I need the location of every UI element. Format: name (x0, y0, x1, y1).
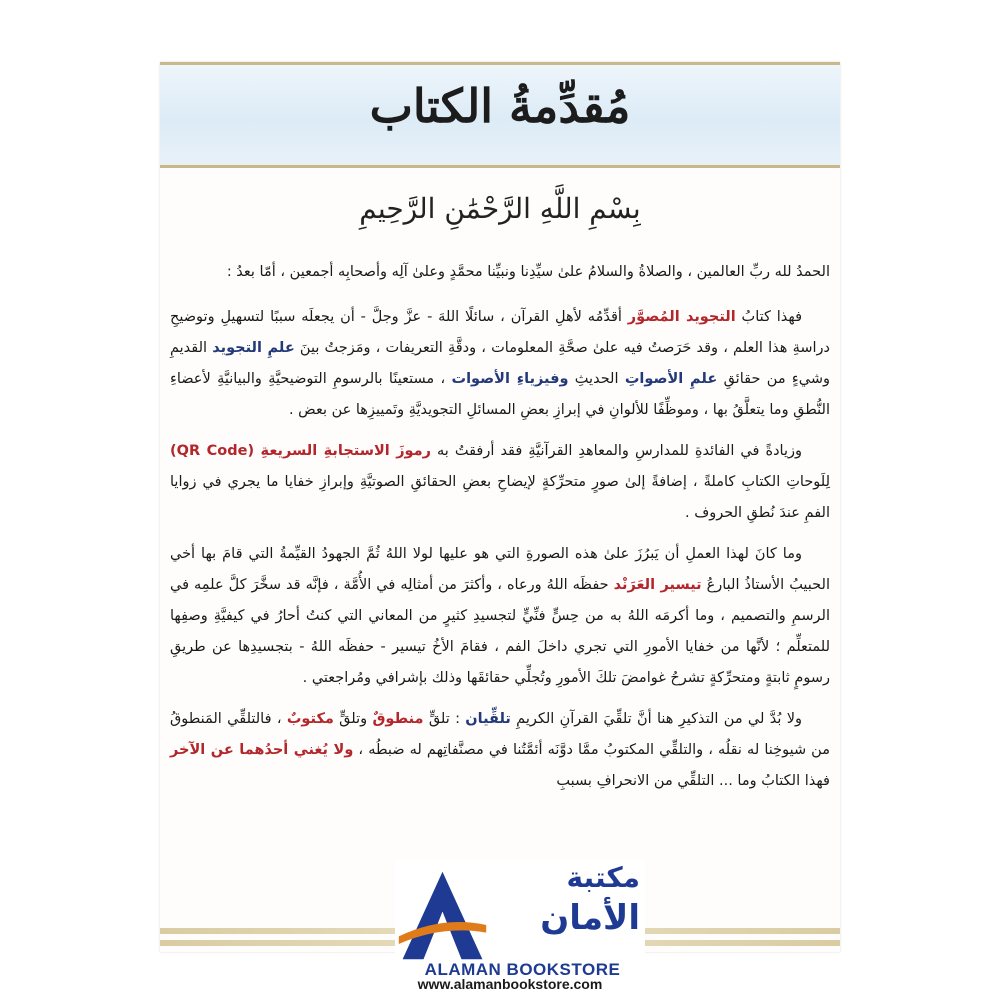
paragraph-text: وما كانَ لهذا العملِ أن يَبرُزَ علىٰ هذه الصورةِ التي هو عليها لولا اللهُ ثُمَّ الجهودُ القيِّمةُ التي قامَ بها أخي الحبيبُ الأستاذُ البارعُ (170, 546, 830, 593)
paragraph-text: ، مستعينًا بالرسومِ التوضيحيَّةِ والبيانيَّةِ لأعضاءِ النُّطقِ وما يتعلَّقُ بها ، وموظِّفًا للألوانِ في إبرازِ بعضِ المسائلِ التجويديَّةِ وتَمييزِها عن بعض . (170, 371, 830, 418)
highlight-spoken: منطوقٌ (372, 711, 424, 727)
paragraph-intro (170, 257, 830, 288)
paragraph-thanks (170, 539, 830, 694)
logo-arabic-line1: مكتبة (566, 861, 640, 894)
paragraph-qr (170, 436, 830, 529)
paragraph-text: فهذا الكتابُ وما ... التلقِّي من الانحرافِ بسببِ (556, 773, 830, 789)
basmala: بِسْمِ اللَّهِ الرَّحْمَٰنِ الرَّحِيمِ (359, 192, 641, 225)
highlight-qr-code: رموزَ الاستجابةِ السريعةِ (QR Code) (170, 443, 431, 459)
paragraph-text: الحمدُ لله ربِّ العالمين ، والصلاةُ والسلامُ علىٰ سيِّدِنا ونبيِّنا محمَّدٍ وعلىٰ آلِه وأصحابِه أجمعين ، أمّا بعدُ : (226, 264, 830, 280)
store-url[interactable]: www.alamanbookstore.com (417, 976, 603, 992)
paragraph-text: ، فالتلقِّي المَنطوقُ من شيوخِنا له نقلُه ، والتلقِّي المكتوبُ ممَّا دوَّنَه أئمَّتُنا في مصنَّفاتِهم له ضبطُه ، (170, 711, 830, 758)
paragraph-text: وزيادةً في الفائدةِ للمدارسِ والمعاهدِ القرآنيَّةِ فقد أرفقتُ به (430, 443, 802, 459)
highlight-phonetics: علمِ الأصواتِ (624, 371, 718, 387)
paragraph-text: فهذا كتابُ (735, 309, 803, 325)
paragraph-text: حفظَه اللهُ ورعاه ، وأكثرَ من أمثالِه في الأُمَّة ، فإنَّه قد سخَّرَ كلَّ علمِه في الرسمِ والتصميم ، وما أكرمَه اللهُ به من حِسٍّ فنِّيٍّ لتجسيدِ كثيرٍ من المعاني التي كنتُ أحارُ في كيفيَّةِ وصفِها للمتعلِّم ؛ لأنَّها من خفايا الأمورِ التي تجري داخلَ الفم ، فقامَ الأخُ تيسير - حفظَه اللهُ - بتجسيدِها عن طريقِ رسومٍ ثابتةٍ ومتحرِّكةٍ تشرحُ غوامضَ تلكَ الأمورِ وتُجلِّي حقائقَها وذلك بإشرافي ومُراجعتي . (170, 577, 830, 686)
paragraph-text: أقدِّمُه لأهلِ القرآن ، سائلًا اللهَ - عزَّ وجلَّ - أن يجعلَه سببًا لتسهيلِ وتوضيحِ دراسةِ هذا العلم ، وقد حَرَصتُ فيه علىٰ صحَّةِ المعلومات ، ودقَّةِ التعريفات ، ومَزجتُ بينَ (170, 309, 830, 356)
highlight-designer-name: تيسير العَرَنْد (613, 577, 702, 593)
highlight-two-receptions: تلقِّيان (465, 711, 511, 727)
page-title: مُقدِّمةُ الكتاب (369, 79, 631, 133)
alaman-a-logo-icon (395, 868, 490, 963)
body-text (170, 257, 830, 807)
paragraph-text: : تلقٍّ (423, 711, 466, 727)
paragraph-text: القديمِ وشيءٍ من حقائقِ (170, 340, 830, 387)
logo-english-alaman: ALAMAN (424, 960, 502, 979)
title-band (160, 62, 840, 168)
logo-english-bookstore: BOOKSTORE (501, 960, 621, 979)
highlight-written: مكتوبٌ (286, 711, 334, 727)
paragraph-book-intro (170, 302, 830, 426)
paragraph-reception (170, 704, 830, 797)
highlight-acoustics: وفيزياءِ الأصوات (451, 371, 569, 387)
book-page (160, 62, 840, 952)
paragraph-text: ولا بُدَّ لي من التذكيرِ هنا أنَّ تلقِّيَ القرآنِ الكريمِ (510, 711, 802, 727)
logo-arabic-name (495, 860, 640, 940)
paragraph-text: وتلقٍّ (333, 711, 373, 727)
paragraph-text: لِلَوحاتِ الكتابِ كاملةً ، إضافةً إلىٰ صورٍ متحرِّكةٍ لإيضاحِ بعضِ الحقائقِ الصوتيَّةِ وإبرازِ خفايا ما يجري في زوايا الفمِ عندَ نُطقِ الحروف . (170, 474, 830, 521)
logo-arabic-line2: الأمان (540, 898, 640, 938)
highlight-not-sufficient: ولا يُغني أحدُهما عن الآخر (170, 742, 354, 758)
highlight-book-title: التجويد المُصوَّر (627, 309, 736, 325)
highlight-tajweed: علمِ التجويد (212, 340, 295, 356)
paragraph-text: الحديثِ (568, 371, 625, 387)
